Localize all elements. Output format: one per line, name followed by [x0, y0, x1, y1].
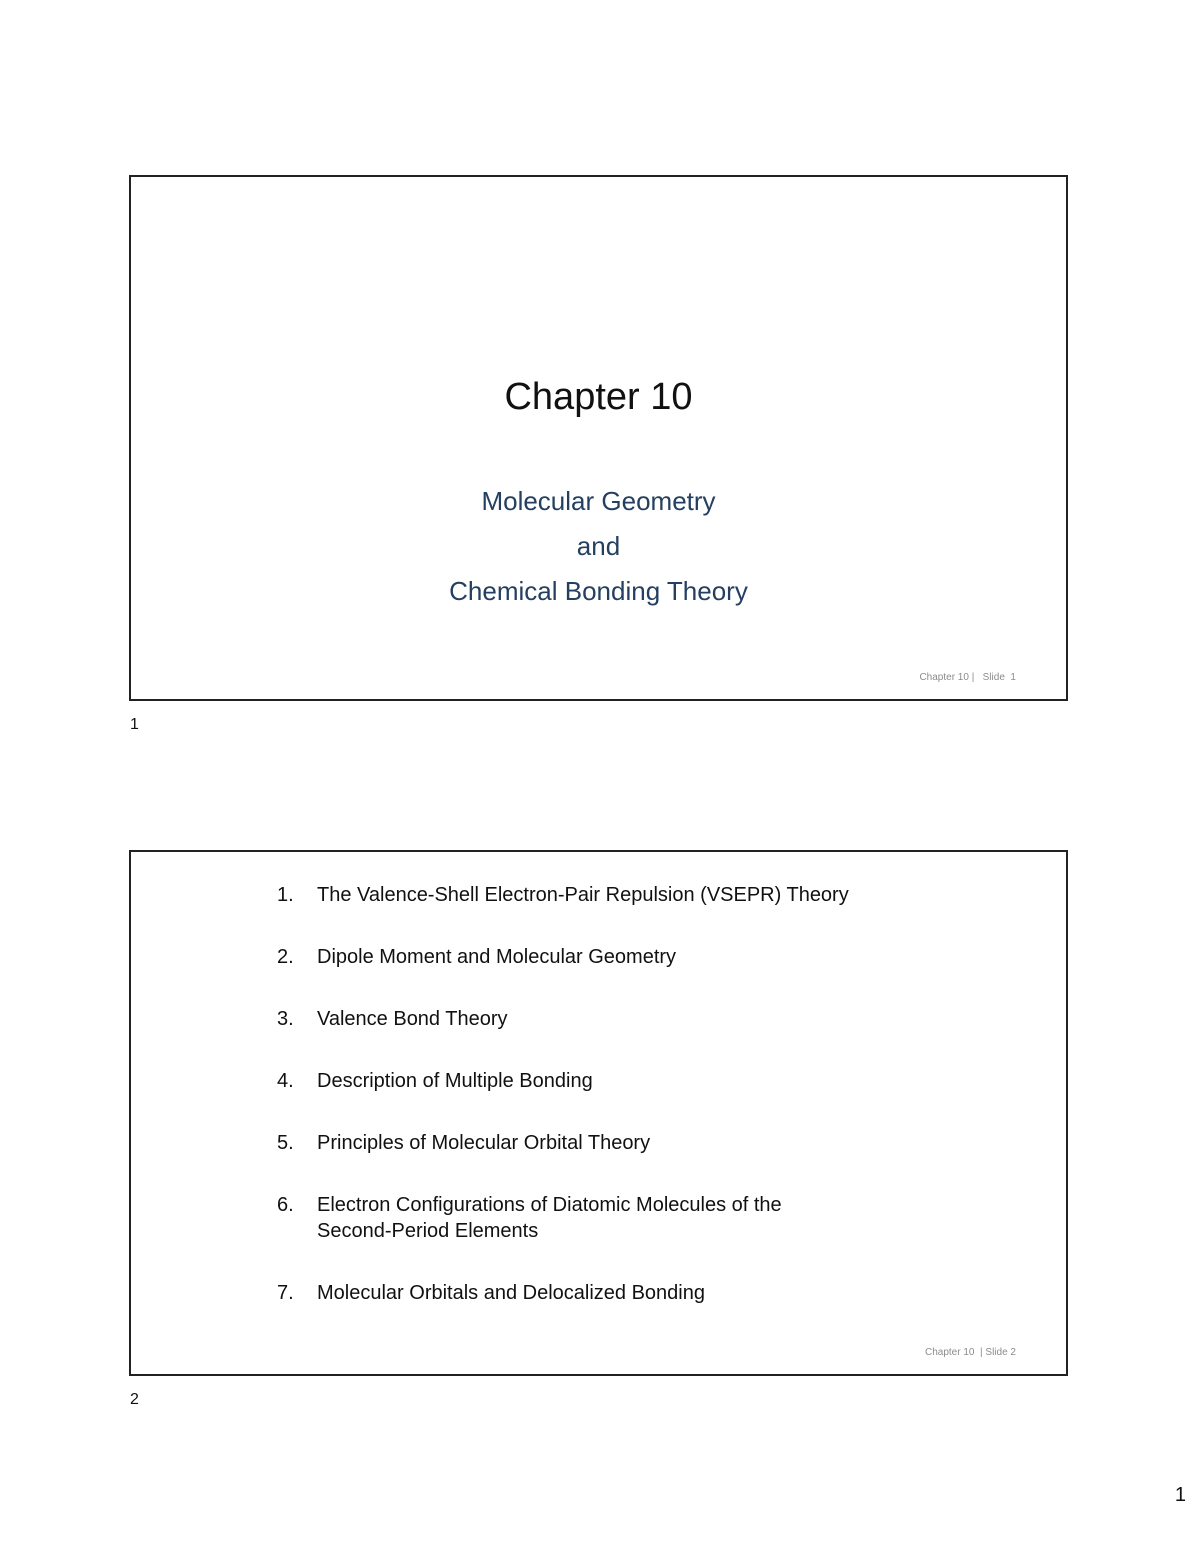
list-item	[277, 944, 977, 970]
list-item-number: 3.	[277, 1008, 294, 1030]
list-item-number: 7.	[277, 1282, 294, 1304]
list-item-text: The Valence-Shell Electron-Pair Repulsion (VSEPR) Theory	[317, 884, 849, 906]
subtitle-line: and	[576, 531, 621, 561]
list-item-number: 1.	[277, 884, 294, 906]
slide-number-label: 1	[130, 716, 139, 733]
slide-title: Chapter 10	[504, 376, 693, 418]
list-item-text: Electron Configurations of Diatomic Molecules of the Second-Period Elements	[317, 1194, 782, 1242]
list-item-text: Dipole Moment and Molecular Geometry	[317, 946, 677, 968]
page-number: 1	[1174, 1484, 1186, 1506]
list-item	[277, 1130, 977, 1156]
slide-footer: Chapter 10 | Slide 2	[925, 1347, 1016, 1358]
list-item-text: Description of Multiple Bonding	[317, 1070, 593, 1092]
slide-number-label: 2	[130, 1391, 139, 1408]
slide-subtitle	[131, 479, 1066, 614]
list-item	[277, 1192, 977, 1244]
list-item-number: 2.	[277, 946, 294, 968]
list-item	[277, 1280, 977, 1306]
slide-footer: Chapter 10 | Slide 1	[919, 672, 1016, 683]
subtitle-line: Chemical Bonding Theory	[449, 576, 748, 606]
subtitle-line: Molecular Geometry	[481, 486, 716, 516]
contents-list	[277, 882, 977, 1342]
list-item-text: Principles of Molecular Orbital Theory	[317, 1132, 651, 1154]
list-item	[277, 1006, 977, 1032]
list-item	[277, 1068, 977, 1094]
list-item-number: 5.	[277, 1132, 294, 1154]
list-item-number: 6.	[277, 1194, 294, 1216]
list-item-number: 4.	[277, 1070, 294, 1092]
list-item-text: Valence Bond Theory	[317, 1008, 508, 1030]
slide-2	[129, 850, 1068, 1376]
slide-1	[129, 175, 1068, 701]
list-item-text: Molecular Orbitals and Delocalized Bonding	[317, 1282, 705, 1304]
list-item	[277, 882, 977, 908]
